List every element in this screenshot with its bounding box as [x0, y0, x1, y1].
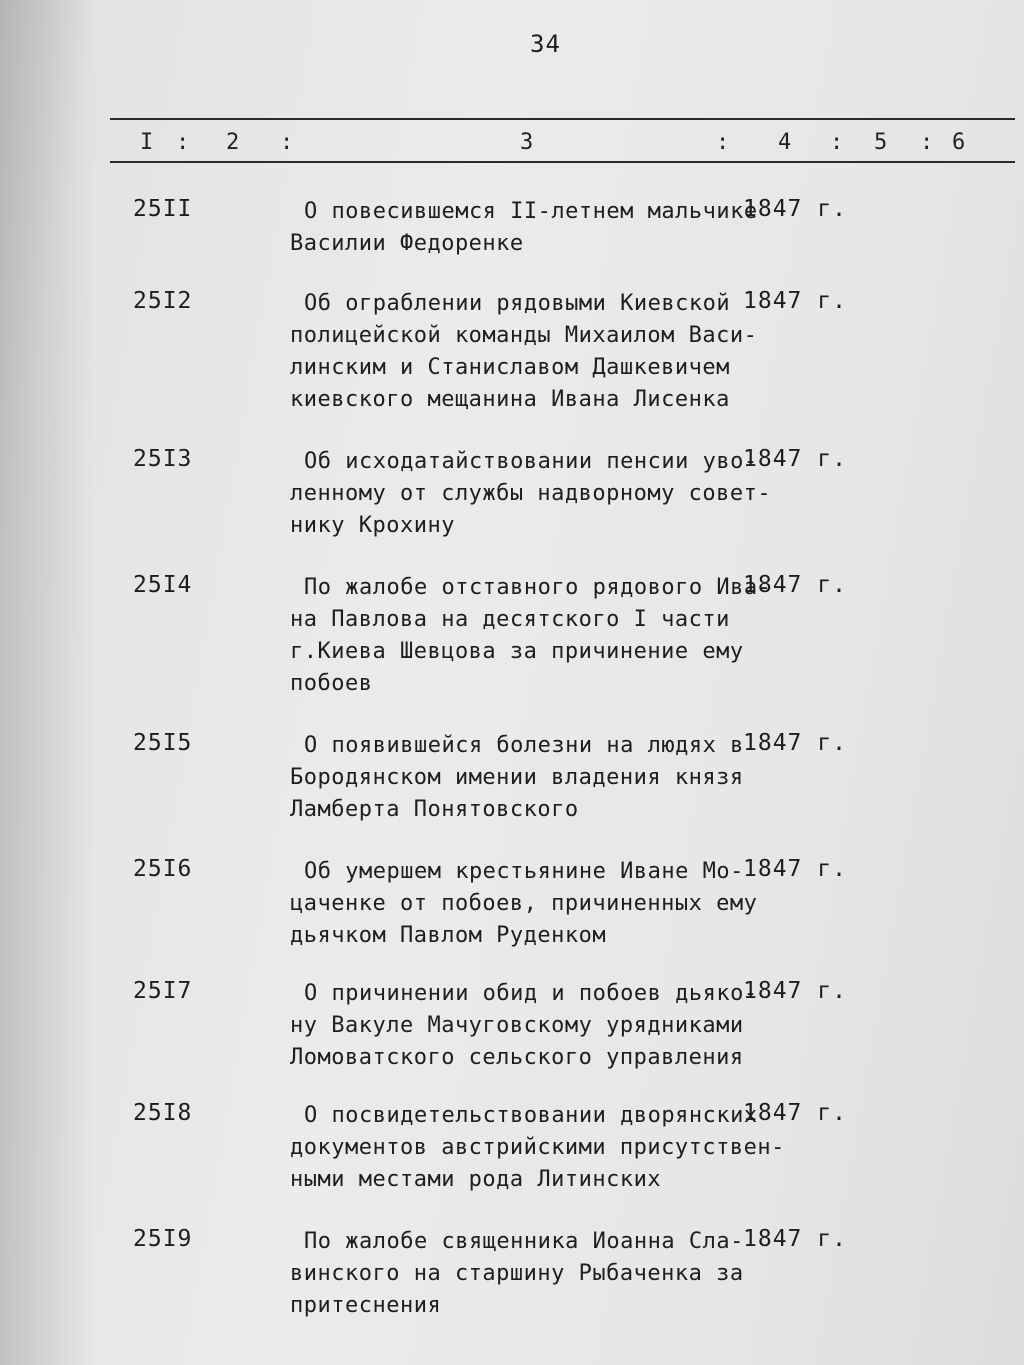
- page-number: 34: [530, 30, 561, 58]
- column-header-2: 2: [226, 130, 240, 155]
- file-title: [290, 446, 772, 542]
- title-line: Об ограблении рядовыми Киевской: [304, 291, 731, 316]
- page-edge-shadow: [0, 0, 95, 1365]
- file-number: 25I4: [133, 572, 193, 598]
- file-year: 1847 г.: [743, 1100, 847, 1126]
- file-title: [290, 288, 758, 416]
- title-line: Бородянском имении владения князя: [290, 765, 744, 790]
- title-line: винского на старшину Рыбаченка за: [290, 1261, 744, 1286]
- header-top-rule: [110, 118, 1015, 120]
- title-line: Об умершем крестьянине Иване Мо-: [304, 859, 744, 884]
- title-line: Ломоватского сельского управления: [290, 1045, 744, 1070]
- column-header-1: I: [140, 130, 154, 155]
- title-line: Василии Федоренке: [290, 231, 524, 256]
- file-number: 25I3: [133, 446, 193, 472]
- column-header-4: 4: [778, 130, 792, 155]
- file-year: 1847 г.: [743, 856, 847, 882]
- file-year: 1847 г.: [743, 288, 847, 314]
- title-line: Ламберта Понятовского: [290, 797, 579, 822]
- file-number: 25II: [133, 196, 193, 222]
- column-separator: :: [280, 130, 294, 155]
- file-year: 1847 г.: [743, 572, 847, 598]
- file-title: [290, 856, 758, 952]
- file-number: 25I9: [133, 1226, 193, 1252]
- title-line: По жалобе отставного рядового Ива-: [304, 575, 772, 600]
- title-line: линским и Станиславом Дашкевичем: [290, 355, 730, 380]
- file-title: [290, 572, 772, 700]
- column-separator: :: [176, 130, 190, 155]
- title-line: притеснения: [290, 1293, 442, 1318]
- title-line: О посвидетельствовании дворянских: [304, 1103, 758, 1128]
- file-number: 25I8: [133, 1100, 193, 1126]
- file-number: 25I5: [133, 730, 193, 756]
- column-header-3: 3: [520, 130, 534, 155]
- title-line: побоев: [290, 671, 373, 696]
- file-number: 25I6: [133, 856, 193, 882]
- title-line: на Павлова на десятского I части: [290, 607, 730, 632]
- title-line: ленному от службы надворному совет-: [290, 481, 772, 506]
- column-separator: :: [830, 130, 844, 155]
- file-number: 25I2: [133, 288, 193, 314]
- title-line: цаченке от побоев, причиненных ему: [290, 891, 758, 916]
- title-line: документов австрийскими присутствен-: [290, 1135, 785, 1160]
- title-line: дьячком Павлом Руденком: [290, 923, 607, 948]
- file-number: 25I7: [133, 978, 193, 1004]
- file-year: 1847 г.: [743, 978, 847, 1004]
- title-line: О появившейся болезни на людях в: [304, 733, 744, 758]
- file-year: 1847 г.: [743, 446, 847, 472]
- title-line: ну Вакуле Мачуговскому урядниками: [290, 1013, 744, 1038]
- title-line: нику Крохину: [290, 513, 455, 538]
- file-year: 1847 г.: [743, 196, 847, 222]
- file-title: [290, 196, 758, 260]
- column-separator: :: [716, 130, 730, 155]
- header-bottom-rule: [110, 161, 1015, 163]
- file-title: [290, 730, 750, 826]
- title-line: По жалобе священника Иоанна Сла-: [304, 1229, 744, 1254]
- file-year: 1847 г.: [743, 1226, 847, 1252]
- title-line: ными местами рода Литинских: [290, 1167, 662, 1192]
- title-line: киевского мещанина Ивана Лисенка: [290, 387, 730, 412]
- column-header-6: 6: [952, 130, 966, 155]
- title-line: О причинении обид и побоев дьяко-: [304, 981, 758, 1006]
- title-line: Об исходатайствовании пенсии уво-: [304, 449, 758, 474]
- file-year: 1847 г.: [743, 730, 847, 756]
- title-line: О повесившемся II-летнем мальчике: [304, 199, 758, 224]
- column-header-5: 5: [874, 130, 888, 155]
- column-separator: :: [920, 130, 934, 155]
- file-title: [290, 978, 758, 1074]
- file-title: [290, 1226, 750, 1322]
- title-line: г.Киева Шевцова за причинение ему: [290, 639, 744, 664]
- file-title: [290, 1100, 785, 1196]
- title-line: полицейской команды Михаилом Васи-: [290, 323, 758, 348]
